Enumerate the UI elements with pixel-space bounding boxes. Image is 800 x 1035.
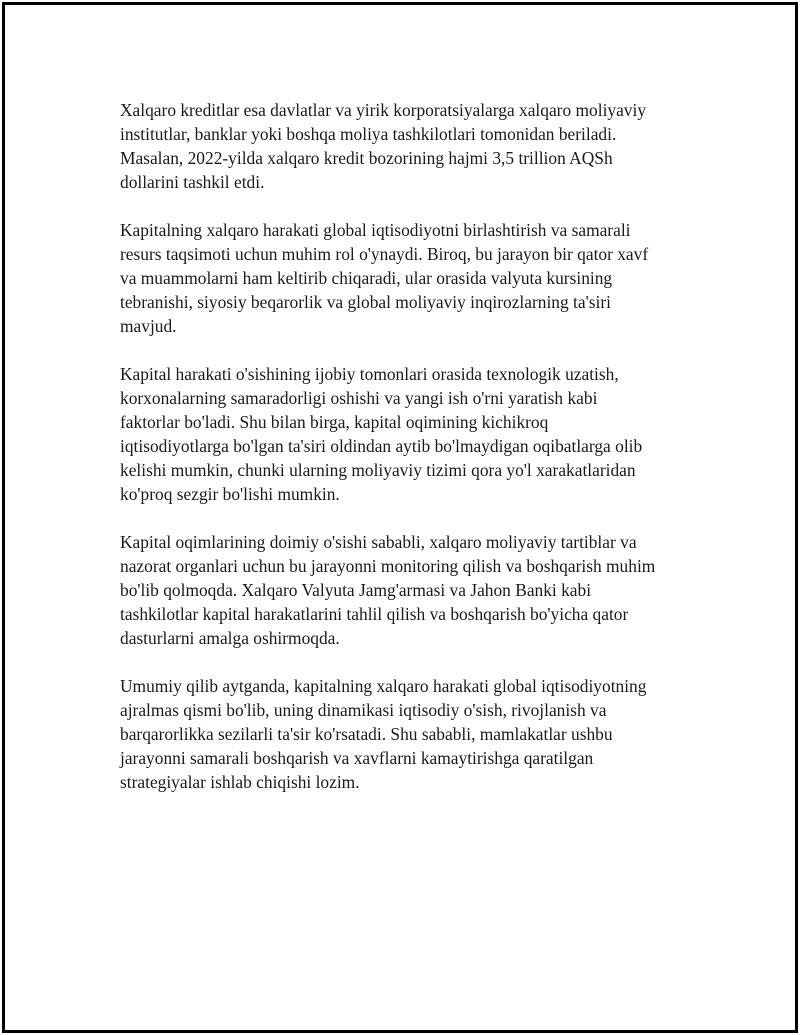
text-line: bo'lib qolmoqda. Xalqaro Valyuta Jamg'armasi va Jahon Banki kabi (120, 580, 592, 600)
text-line: Umumiy qilib aytganda, kapitalning xalqaro harakati global iqtisodiyotning (120, 676, 647, 696)
paragraph-5 (120, 674, 700, 794)
text-line: nazorat organlari uchun bu jarayonni monitoring qilish va boshqarish muhim (120, 556, 656, 576)
text-line: iqtisodiyotlarga bo'lgan ta'siri oldindan aytib bo'lmaydigan oqibatlarga olib (120, 436, 643, 456)
text-line: mavjud. (120, 316, 177, 336)
text-line: ko'proq sezgir bo'lishi mumkin. (120, 484, 340, 504)
text-line: Xalqaro kreditlar esa davlatlar va yirik korporatsiyalarga xalqaro moliyaviy (120, 100, 647, 120)
text-line: strategiyalar ishlab chiqishi lozim. (120, 772, 360, 792)
document-body (120, 98, 700, 818)
text-line: tebranishi, siyosiy beqarorlik va global moliyaviy inqirozlarning ta'siri (120, 292, 611, 312)
page-frame (2, 2, 798, 1033)
text-line: dollarini tashkil etdi. (120, 172, 265, 192)
paragraph-3 (120, 362, 700, 506)
text-line: ajralmas qismi bo'lib, uning dinamikasi iqtisodiy o'sish, rivojlanish va (120, 700, 607, 720)
text-line: barqarorlikka sezilarli ta'sir ko'rsatadi. Shu sababli, mamlakatlar ushbu (120, 724, 613, 744)
paragraph-1 (120, 98, 700, 194)
text-line: Masalan, 2022-yilda xalqaro kredit bozorining hajmi 3,5 trillion AQSh (120, 148, 613, 168)
text-line: resurs taqsimoti uchun muhim rol o'ynaydi. Biroq, bu jarayon bir qator xavf (120, 244, 649, 264)
text-line: kelishi mumkin, chunki ularning moliyaviy tizimi qora yo'l xarakatlaridan (120, 460, 636, 480)
text-line: tashkilotlar kapital harakatlarini tahlil qilish va boshqarish bo'yicha qator (120, 604, 629, 624)
text-line: va muammolarni ham keltirib chiqaradi, ular orasida valyuta kursining (120, 268, 613, 288)
text-line: Kapital harakati o'sishining ijobiy tomonlari orasida texnologik uzatish, (120, 364, 619, 384)
paragraph-2 (120, 218, 700, 338)
text-line: jarayonni samarali boshqarish va xavflarni kamaytirishga qaratilgan (120, 748, 594, 768)
text-line: dasturlarni amalga oshirmoqda. (120, 628, 340, 648)
text-line: Kapital oqimlarining doimiy o'sishi sababli, xalqaro moliyaviy tartiblar va (120, 532, 637, 552)
text-line: faktorlar bo'ladi. Shu bilan birga, kapital oqimining kichikroq (120, 412, 549, 432)
text-line: Kapitalning xalqaro harakati global iqtisodiyotni birlashtirish va samarali (120, 220, 631, 240)
text-line: korxonalarning samaradorligi oshishi va yangi ish o'rni yaratish kabi (120, 388, 598, 408)
paragraph-4 (120, 530, 700, 650)
text-line: institutlar, banklar yoki boshqa moliya tashkilotlari tomonidan beriladi. (120, 124, 617, 144)
